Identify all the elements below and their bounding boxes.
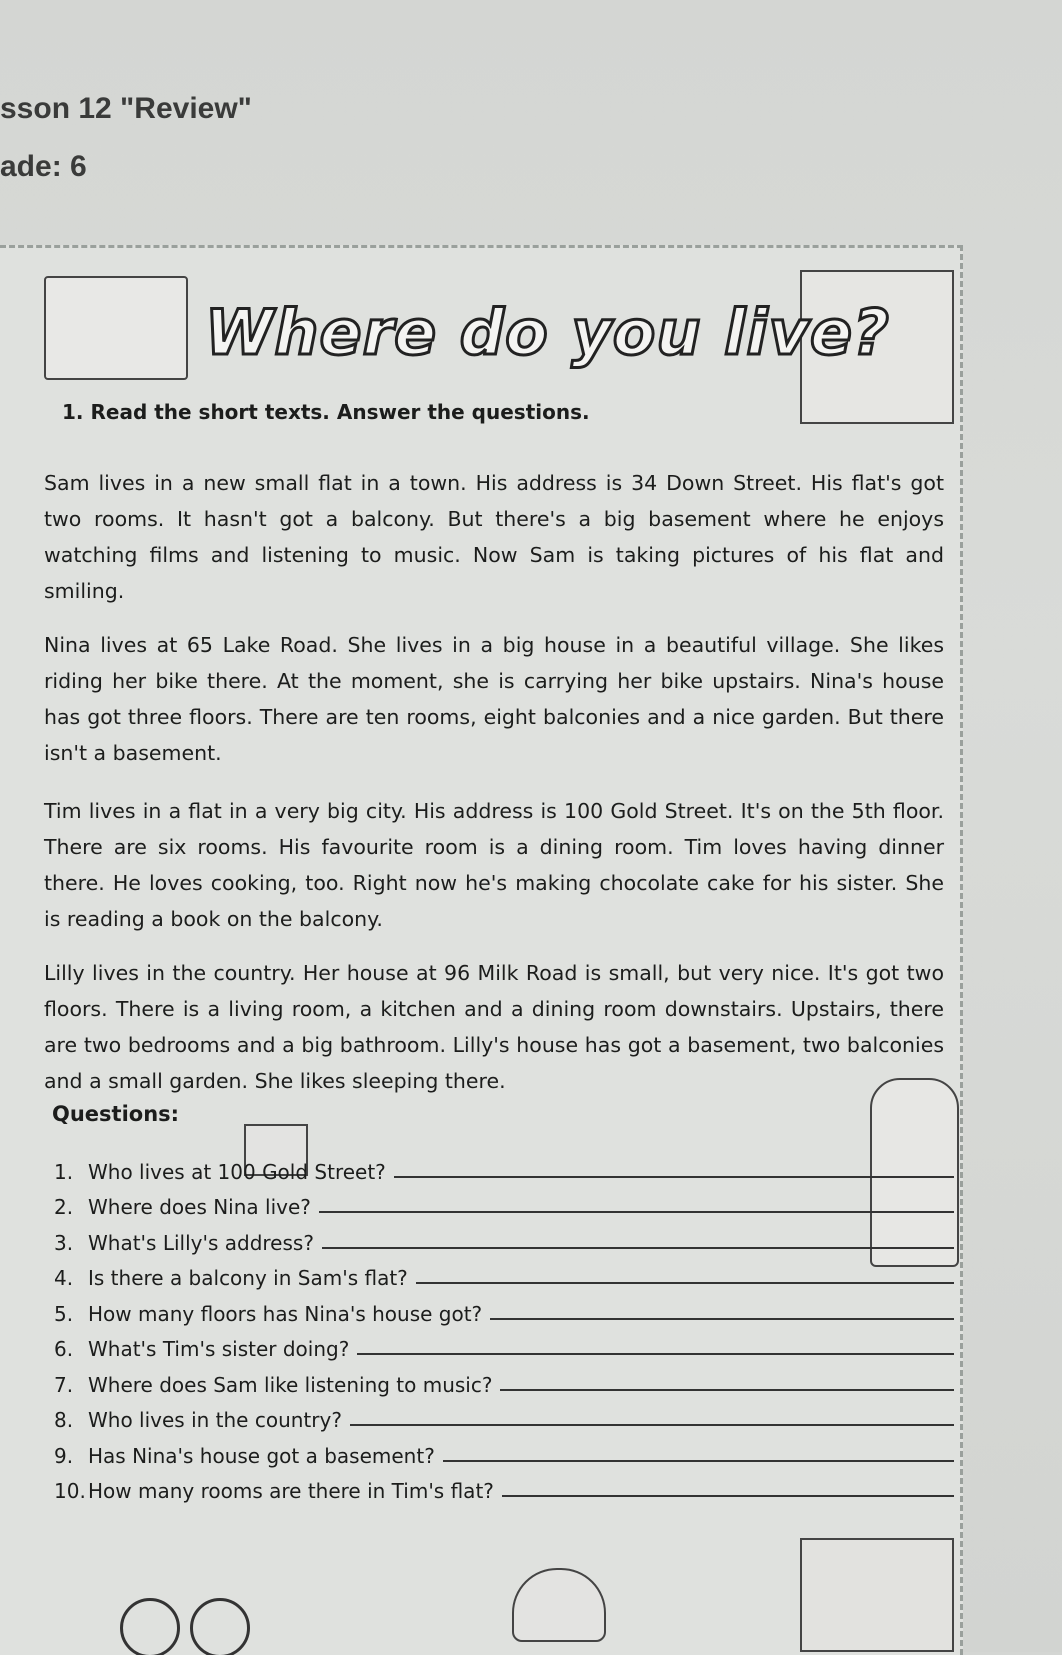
answer-line[interactable] [350,1424,954,1426]
question-number: 4. [54,1266,74,1290]
instruction: 1. Read the short texts. Answer the questions. [62,400,590,424]
question-text: What's Lilly's address? [88,1230,314,1255]
passage-tim: Tim lives in a flat in a very big city. His address is 100 Gold Street. It's on the 5th floor. There are six rooms. His favourite room is a dining room. Tim loves having dinner there. He loves cooking, too. Right now he's making chocolate cake for his sister. She is reading a book on the balcony. [44,798,944,931]
question-list [54,1148,954,1503]
question-item [54,1148,954,1184]
question-text: How many rooms are there in Tim's flat? [88,1479,494,1503]
lesson-heading: sson 12 "Review" [0,92,252,125]
question-number: 10. [54,1479,86,1503]
answer-line[interactable] [357,1353,954,1355]
answer-line[interactable] [490,1318,954,1320]
answer-line[interactable] [500,1389,954,1391]
cottage-illustration [800,1538,954,1652]
question-text: Where does Sam like listening to music? [88,1372,493,1397]
question-item [54,1290,954,1326]
worksheet [0,245,963,1655]
answer-line[interactable] [416,1282,954,1284]
grade-heading: ade: 6 [0,150,87,183]
question-number: 3. [54,1230,74,1255]
question-number: 2. [54,1195,74,1219]
question-text: Has Nina's house got a basement? [88,1443,435,1468]
question-item [54,1432,954,1468]
question-number: 1. [54,1159,74,1184]
question-item [54,1326,954,1362]
question-text: Who lives at 100 Gold Street? [88,1159,386,1184]
bicycle-illustration [120,1584,250,1654]
question-number: 6. [54,1337,74,1361]
question-item [54,1397,954,1433]
question-number: 5. [54,1301,74,1326]
question-text: Is there a balcony in Sam's flat? [88,1266,408,1290]
question-text: Who lives in the country? [88,1408,342,1432]
question-text: What's Tim's sister doing? [88,1337,350,1361]
question-number: 8. [54,1408,74,1432]
answer-line[interactable] [443,1460,954,1462]
answer-line[interactable] [322,1247,954,1249]
passage-sam: Sam lives in a new small flat in a town. His address is 34 Down Street. His flat's got two rooms. It hasn't got a balcony. But there's a big basement where he enjoys watching films and listening to music. Now Sam is taking pictures of his flat and smiling. [44,470,944,603]
question-item [54,1361,954,1397]
passage-nina: Nina lives at 65 Lake Road. She lives in a big house in a beautiful village. She likes riding her bike there. At the moment, she is carrying her bike upstairs. Nina's house has got three floors. There are ten rooms, eight balconies and a nice garden. But there isn't a basement. [44,632,944,765]
room-illustration [44,276,188,380]
question-item [54,1468,954,1504]
question-item [54,1255,954,1291]
question-item [54,1219,954,1255]
questions-label: Questions: [52,1102,180,1126]
answer-line[interactable] [502,1495,954,1497]
question-number: 9. [54,1443,74,1468]
passage-lilly: Lilly lives in the country. Her house at 96 Milk Road is small, but very nice. It's got two floors. There is a living room, a kitchen and a dining room downstairs. Upstairs, there are two bedrooms and a big bathroom. Lilly's house has got a basement, two balconies and a small garden. She likes sleeping there. [44,960,944,1093]
answer-line[interactable] [319,1211,954,1213]
question-text: How many floors has Nina's house got? [88,1301,483,1326]
cake-illustration [512,1568,606,1642]
worksheet-title: Where do you live? [205,296,891,369]
answer-line[interactable] [394,1176,954,1178]
question-number: 7. [54,1372,74,1397]
question-text: Where does Nina live? [88,1195,311,1219]
question-item [54,1184,954,1220]
